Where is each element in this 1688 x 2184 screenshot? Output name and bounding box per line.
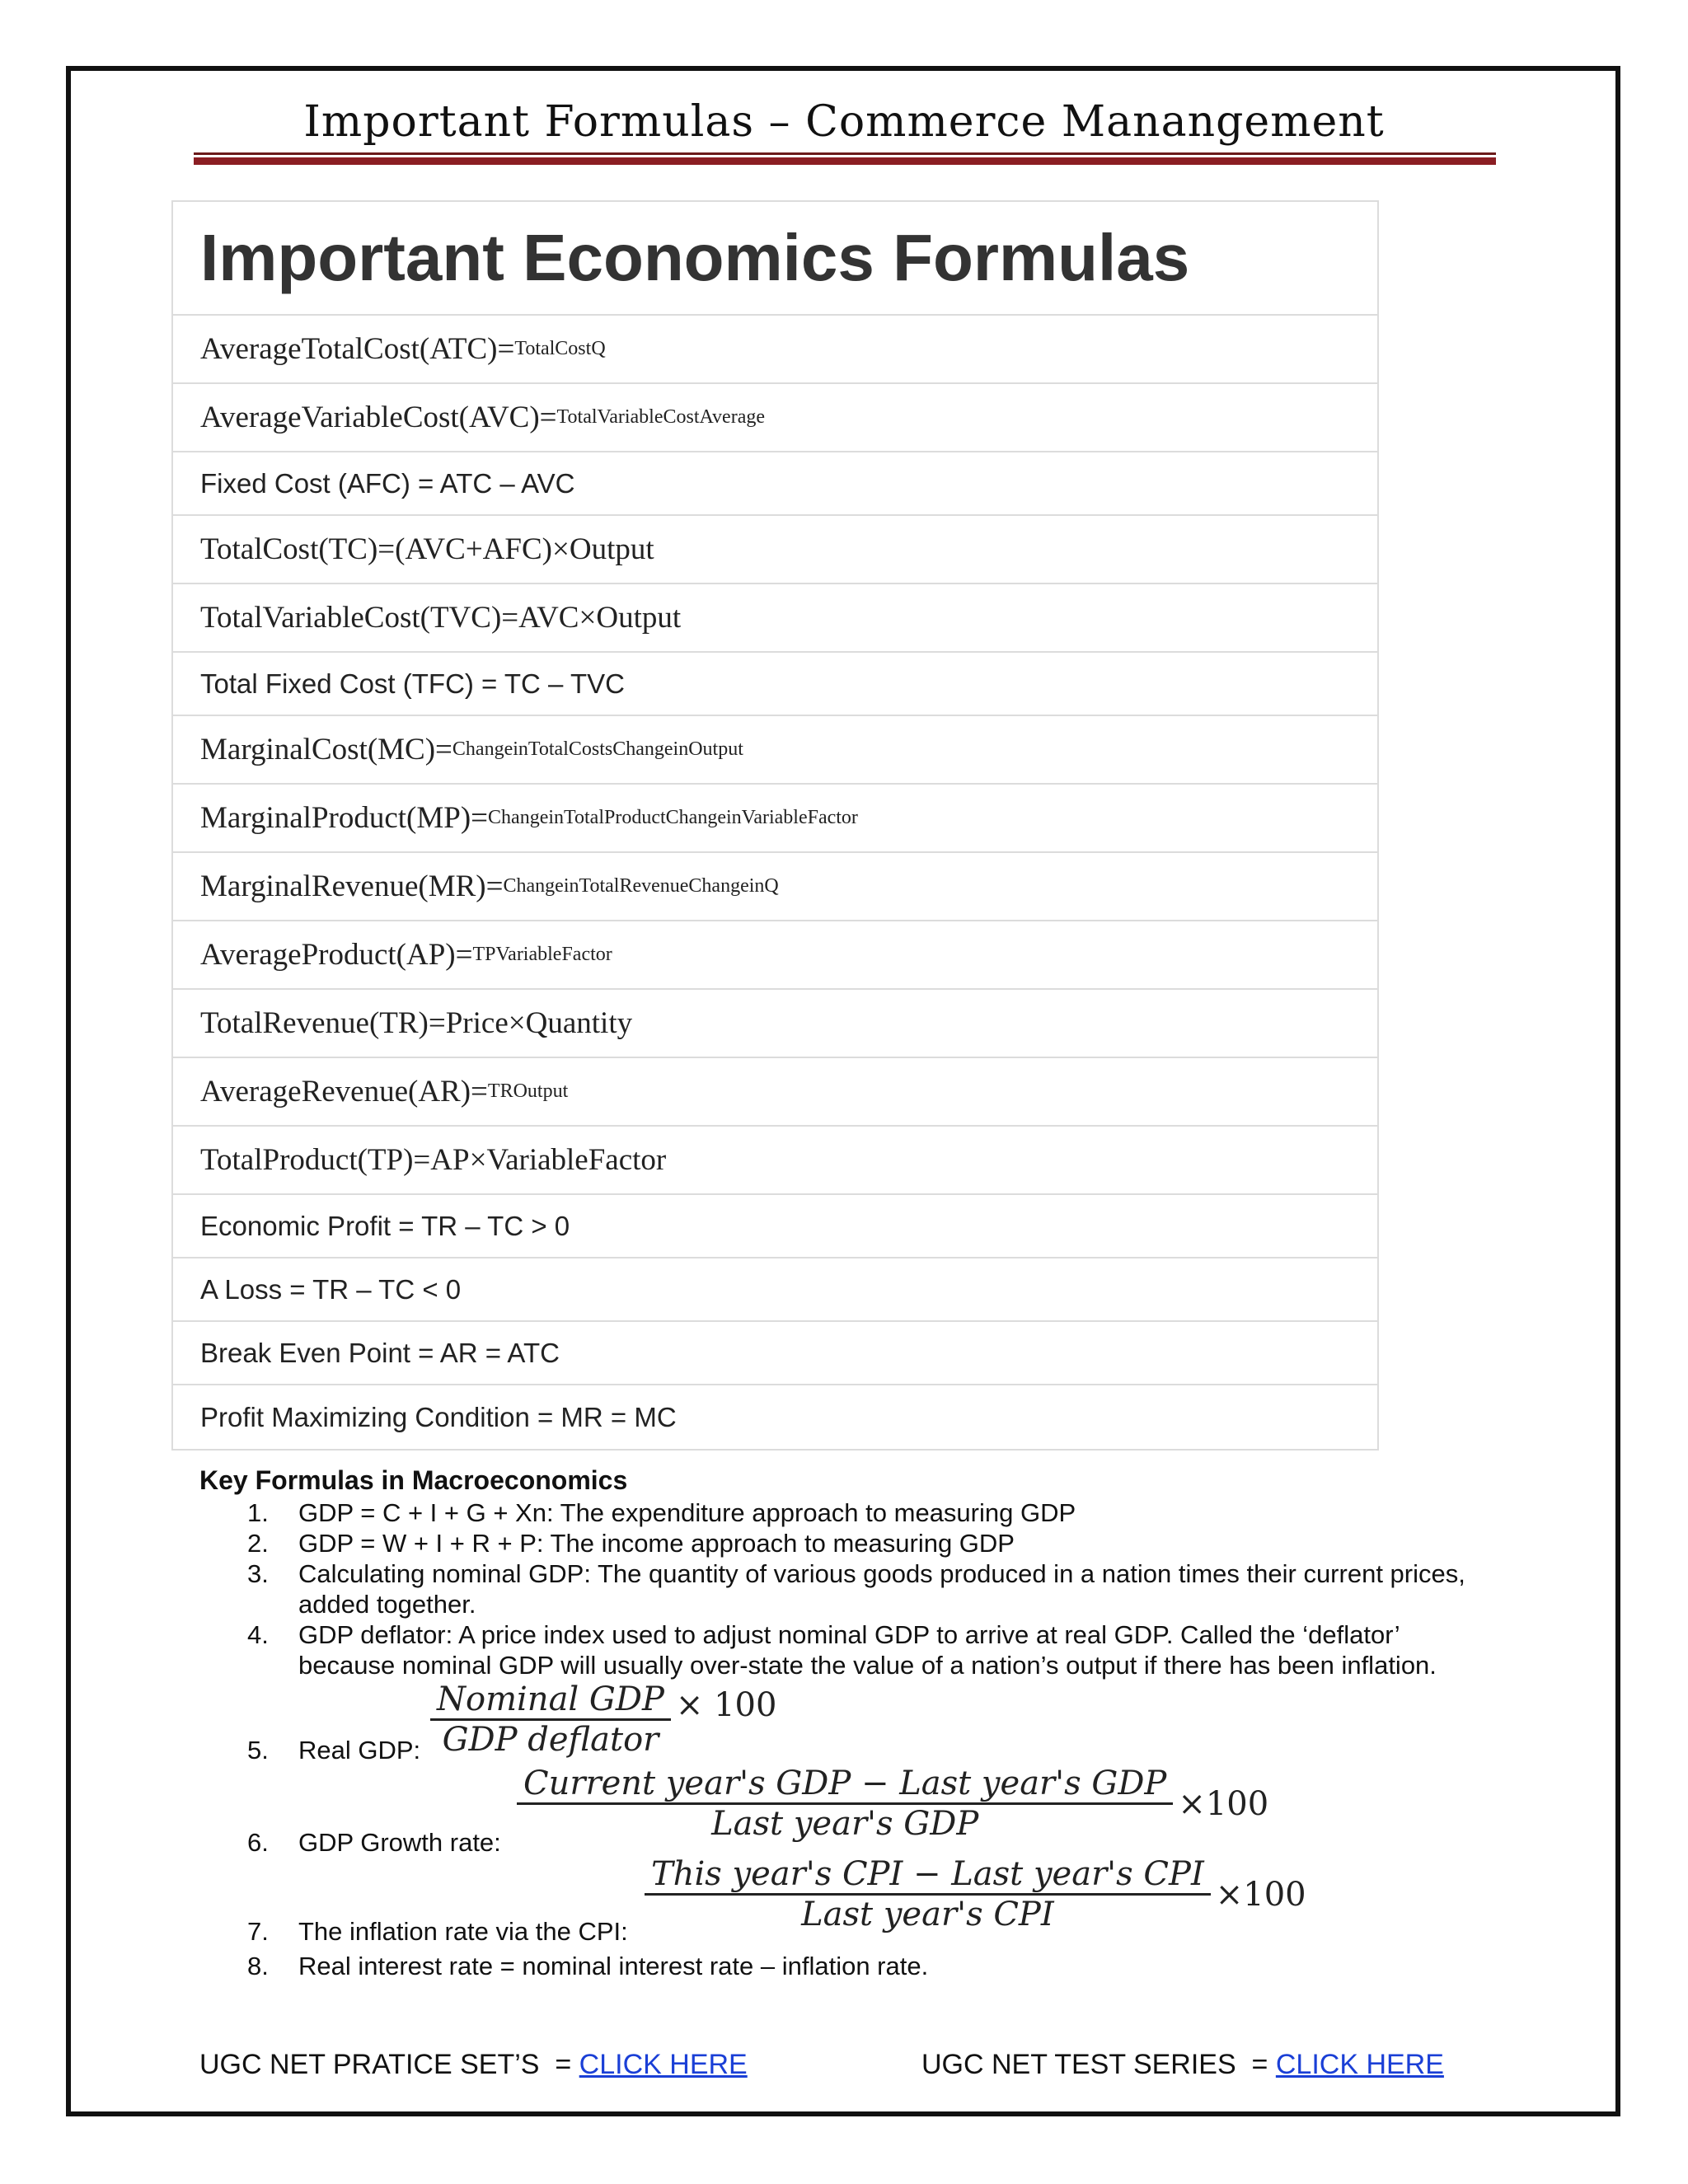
footer-test-label: UGC NET TEST SERIES =: [921, 2049, 1276, 2080]
formula-text: Break Even Point = AR = ATC: [200, 1337, 560, 1368]
formula-text: AverageProduct(AP)=: [200, 938, 473, 972]
inflation-denominator: Last year's CPI: [801, 1896, 1054, 1933]
formula-text: A Loss = TR – TC < 0: [200, 1273, 462, 1305]
formula-text: AverageTotalCost(ATC)=: [200, 332, 515, 366]
macro-item: 3. Calculating nominal GDP: The quantity of various goods produced in a nation times their current prices, added together.: [247, 1559, 1465, 1619]
formula-text: TotalVariableCost(TVC)=AVC×Output: [200, 601, 682, 635]
formula-row: [173, 1322, 1377, 1385]
macro-section: [199, 1465, 1502, 1981]
formula-row: [173, 921, 1377, 990]
formula-row: [173, 1127, 1377, 1195]
header-rule-thin: [194, 152, 1496, 155]
macro-item: 8. Real interest rate = nominal interest rate – inflation rate.: [247, 1952, 929, 1980]
macro-item: 4. GDP deflator: A price index used to adjust nominal GDP to arrive at real GDP. Called the ‘deflator’ because nominal GDP will usually over-state the value of a nation’s output if there has been inflation.: [247, 1620, 1437, 1680]
real-gdp-multiplier: × 100: [675, 1685, 777, 1724]
formula-row: [173, 653, 1377, 716]
formula-text: TotalProduct(TP)=AP×VariableFactor: [200, 1143, 667, 1177]
footer-practice-label: UGC NET PRATICE SET’S =: [199, 2049, 579, 2080]
formula-row: [173, 1258, 1377, 1322]
macro-item: 1. GDP = C + I + G + Xn: The expenditure approach to measuring GDP: [247, 1498, 1076, 1527]
growth-denominator: Last year's GDP: [711, 1805, 979, 1843]
formula-row: [173, 1195, 1377, 1258]
macro-item: 2. GDP = W + I + R + P: The income approach to measuring GDP: [247, 1529, 1015, 1558]
formula-fraction-text: TPVariableFactor: [472, 944, 612, 965]
footer-test-series: [921, 2049, 1444, 2081]
real-gdp-numerator: Nominal GDP: [437, 1680, 664, 1718]
growth-multiplier: ×100: [1178, 1784, 1269, 1823]
formula-fraction-text: TotalCostQ: [514, 338, 606, 359]
formula-rows: [173, 316, 1377, 1449]
formula-row: [173, 853, 1377, 921]
formula-fraction-text: ChangeinTotalCostsChangeinOutput: [452, 738, 743, 760]
macro-item: 7. The inflation rate via the CPI:: [247, 1917, 628, 1946]
practice-sets-link[interactable]: CLICK HERE: [579, 2049, 748, 2080]
formula-text: TotalCost(TC)=(AVC+AFC)×Output: [200, 532, 654, 566]
growth-numerator: Current year's GDP − Last year's GDP: [523, 1765, 1167, 1802]
formula-text: MarginalRevenue(MR)=: [200, 869, 504, 903]
real-gdp-row: [199, 1680, 1502, 1769]
test-series-link[interactable]: CLICK HERE: [1275, 2049, 1444, 2080]
formula-text: MarginalProduct(MP)=: [200, 801, 489, 835]
formula-text: AverageRevenue(AR)=: [200, 1075, 488, 1108]
formula-row: [173, 384, 1377, 452]
formula-text: TotalRevenue(TR)=Price×Quantity: [200, 1006, 633, 1040]
formula-text: Fixed Cost (AFC) = ATC – AVC: [200, 467, 575, 499]
header-rule-thick: [194, 157, 1496, 165]
inflation-multiplier: ×100: [1215, 1875, 1306, 1914]
economics-formula-table: [171, 200, 1379, 1451]
footer-practice-sets: [199, 2049, 748, 2081]
macro-item: 6. GDP Growth rate:: [247, 1828, 501, 1857]
inflation-row: [199, 1855, 1502, 1951]
page-header-title: Important Formulas – Commerce Manangement: [303, 97, 1385, 147]
table-title: Important Economics Formulas: [173, 202, 1377, 316]
inflation-numerator: This year's CPI − Last year's CPI: [651, 1855, 1204, 1893]
formula-text: Economic Profit = TR – TC > 0: [200, 1210, 570, 1241]
formula-row: [173, 452, 1377, 516]
formula-row: [173, 316, 1377, 384]
formula-row: [173, 584, 1377, 653]
formula-row: [173, 516, 1377, 584]
macro-heading: Key Formulas in Macroeconomics: [199, 1465, 628, 1495]
formula-text: Profit Maximizing Condition = MR = MC: [200, 1401, 677, 1432]
formula-fraction-text: ChangeinTotalProductChangeinVariableFactor: [488, 807, 858, 828]
formula-fraction-text: ChangeinTotalRevenueChangeinQ: [503, 875, 779, 897]
formula-row: [173, 716, 1377, 785]
formula-text: MarginalCost(MC)=: [200, 733, 452, 766]
formula-text: Total Fixed Cost (TFC) = TC – TVC: [200, 668, 625, 699]
formula-fraction-text: TROutput: [487, 1080, 569, 1102]
formula-row: [173, 1385, 1377, 1449]
formula-row: [173, 785, 1377, 853]
formula-row: [173, 1058, 1377, 1127]
gdp-growth-row: [199, 1765, 1502, 1860]
macro-item: 5. Real GDP:: [247, 1736, 421, 1765]
formula-fraction-text: TotalVariableCostAverage: [556, 406, 765, 428]
formula-text: AverageVariableCost(AVC)=: [200, 401, 557, 434]
real-gdp-denominator: GDP deflator: [442, 1721, 659, 1759]
formula-row: [173, 990, 1377, 1058]
